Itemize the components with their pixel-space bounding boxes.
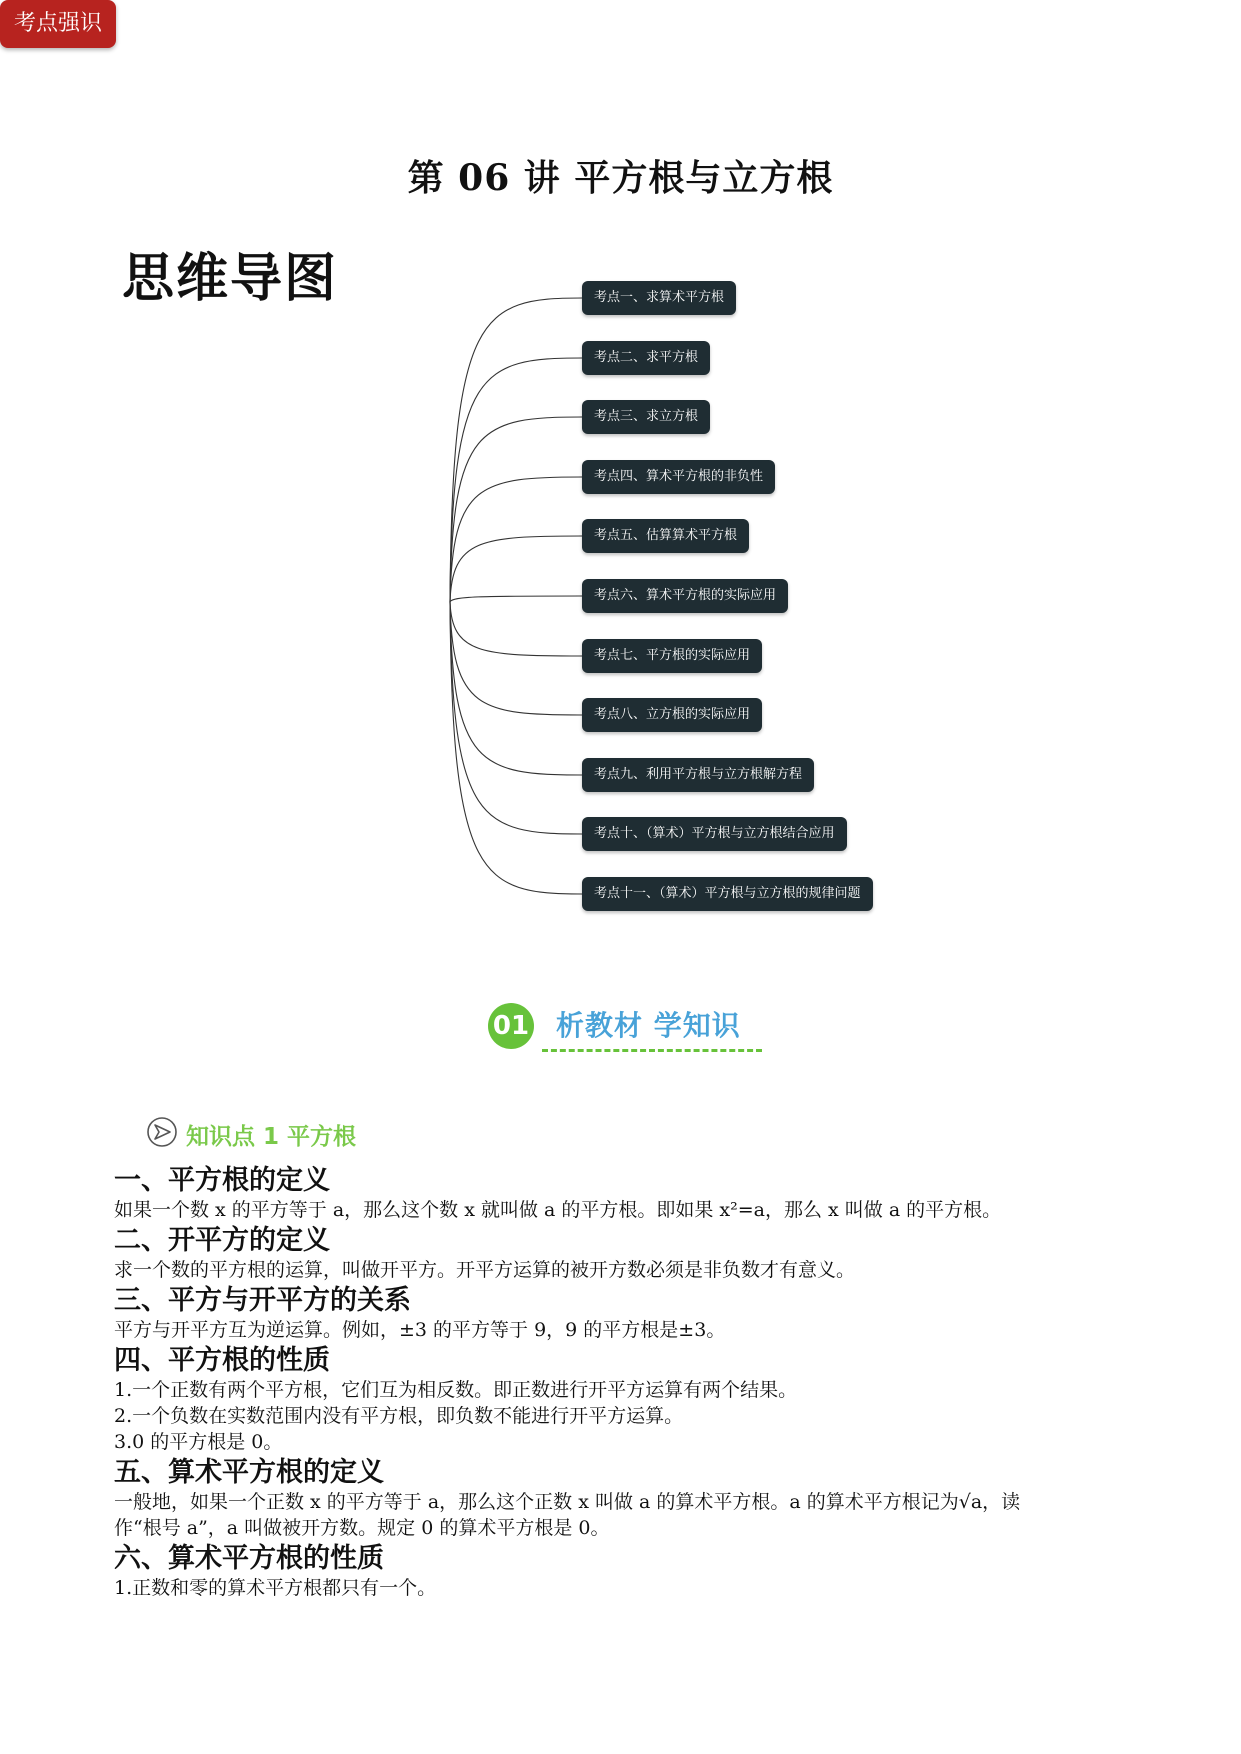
mindmap-connector [450,596,582,602]
section-text: 求一个数的平方根的运算，叫做开平方。开平方运算的被开方数必须是非负数才有意义。 [114,1259,856,1281]
mindmap-node: 考点九、利用平方根与立方根解方程 [582,758,814,792]
section-text: 1.正数和零的算术平方根都只有一个。 [114,1577,437,1599]
document-title: 第 06 讲 平方根与立方根 [407,157,834,199]
section-text: 作“根号 a”，a 叫做被开方数。规定 0 的算术平方根是 0。 [114,1517,610,1539]
section-number-badge: 01 [488,1003,534,1049]
mindmap-connector [450,298,582,602]
mindmap-connector [450,536,582,602]
section-banner-title: 析教材 学知识 [556,1009,741,1042]
mindmap-node: 考点十、（算术）平方根与立方根结合应用 [582,817,847,851]
mindmap-node: 考点六、算术平方根的实际应用 [582,579,788,613]
mindmap-connector [450,602,582,775]
mindmap-connector [450,602,582,715]
section-heading: 四、平方根的性质 [114,1345,330,1376]
mindmap-node: 考点二、求平方根 [582,341,710,375]
mindmap-node: 考点三、求立方根 [582,400,710,434]
section-heading: 一、平方根的定义 [114,1165,330,1196]
section-heading: 六、算术平方根的性质 [114,1543,384,1574]
mindmap-connector [450,477,582,602]
section-text: 平方与开平方互为逆运算。例如，±3 的平方等于 9，9 的平方根是±3。 [114,1319,726,1341]
mindmap-connector [450,602,582,834]
mindmap-node: 考点十一、（算术）平方根与立方根的规律问题 [582,877,873,911]
section-heading: 五、算术平方根的定义 [114,1457,384,1488]
mindmap-connector [450,602,582,656]
knowledge-point-title: 知识点 1 平方根 [186,1124,357,1150]
mindmap-heading: 思维导图 [122,249,339,309]
mindmap-node: 考点八、立方根的实际应用 [582,698,762,732]
mindmap-connector [450,602,582,894]
section-text: 如果一个数 x 的平方等于 a，那么这个数 x 就叫做 a 的平方根。即如果 x²=a，那么 x 叫做 a 的平方根。 [114,1199,1002,1221]
section-text: 一般地，如果一个正数 x 的平方等于 a，那么这个正数 x 叫做 a 的算术平方根。a 的算术平方根记为√a，读 [114,1491,1021,1513]
mindmap-node: 考点一、求算术平方根 [582,281,736,315]
section-heading: 二、开平方的定义 [114,1225,330,1256]
mindmap-root-node: 考点强识 [0,0,116,48]
mindmap-node: 考点七、平方根的实际应用 [582,639,762,673]
arrow-circle-icon [146,1116,178,1148]
mindmap-connector [450,417,582,602]
mindmap-node: 考点四、算术平方根的非负性 [582,460,775,494]
section-heading: 三、平方与开平方的关系 [114,1285,411,1316]
mindmap-node: 考点五、估算算术平方根 [582,519,749,553]
section-text: 1.一个正数有两个平方根，它们互为相反数。即正数进行开平方运算有两个结果。 [114,1379,798,1401]
section-text: 2.一个负数在实数范围内没有平方根，即负数不能进行开平方运算。 [114,1405,684,1427]
banner-dashed-underline [542,1049,762,1052]
section-text: 3.0 的平方根是 0。 [114,1431,283,1453]
